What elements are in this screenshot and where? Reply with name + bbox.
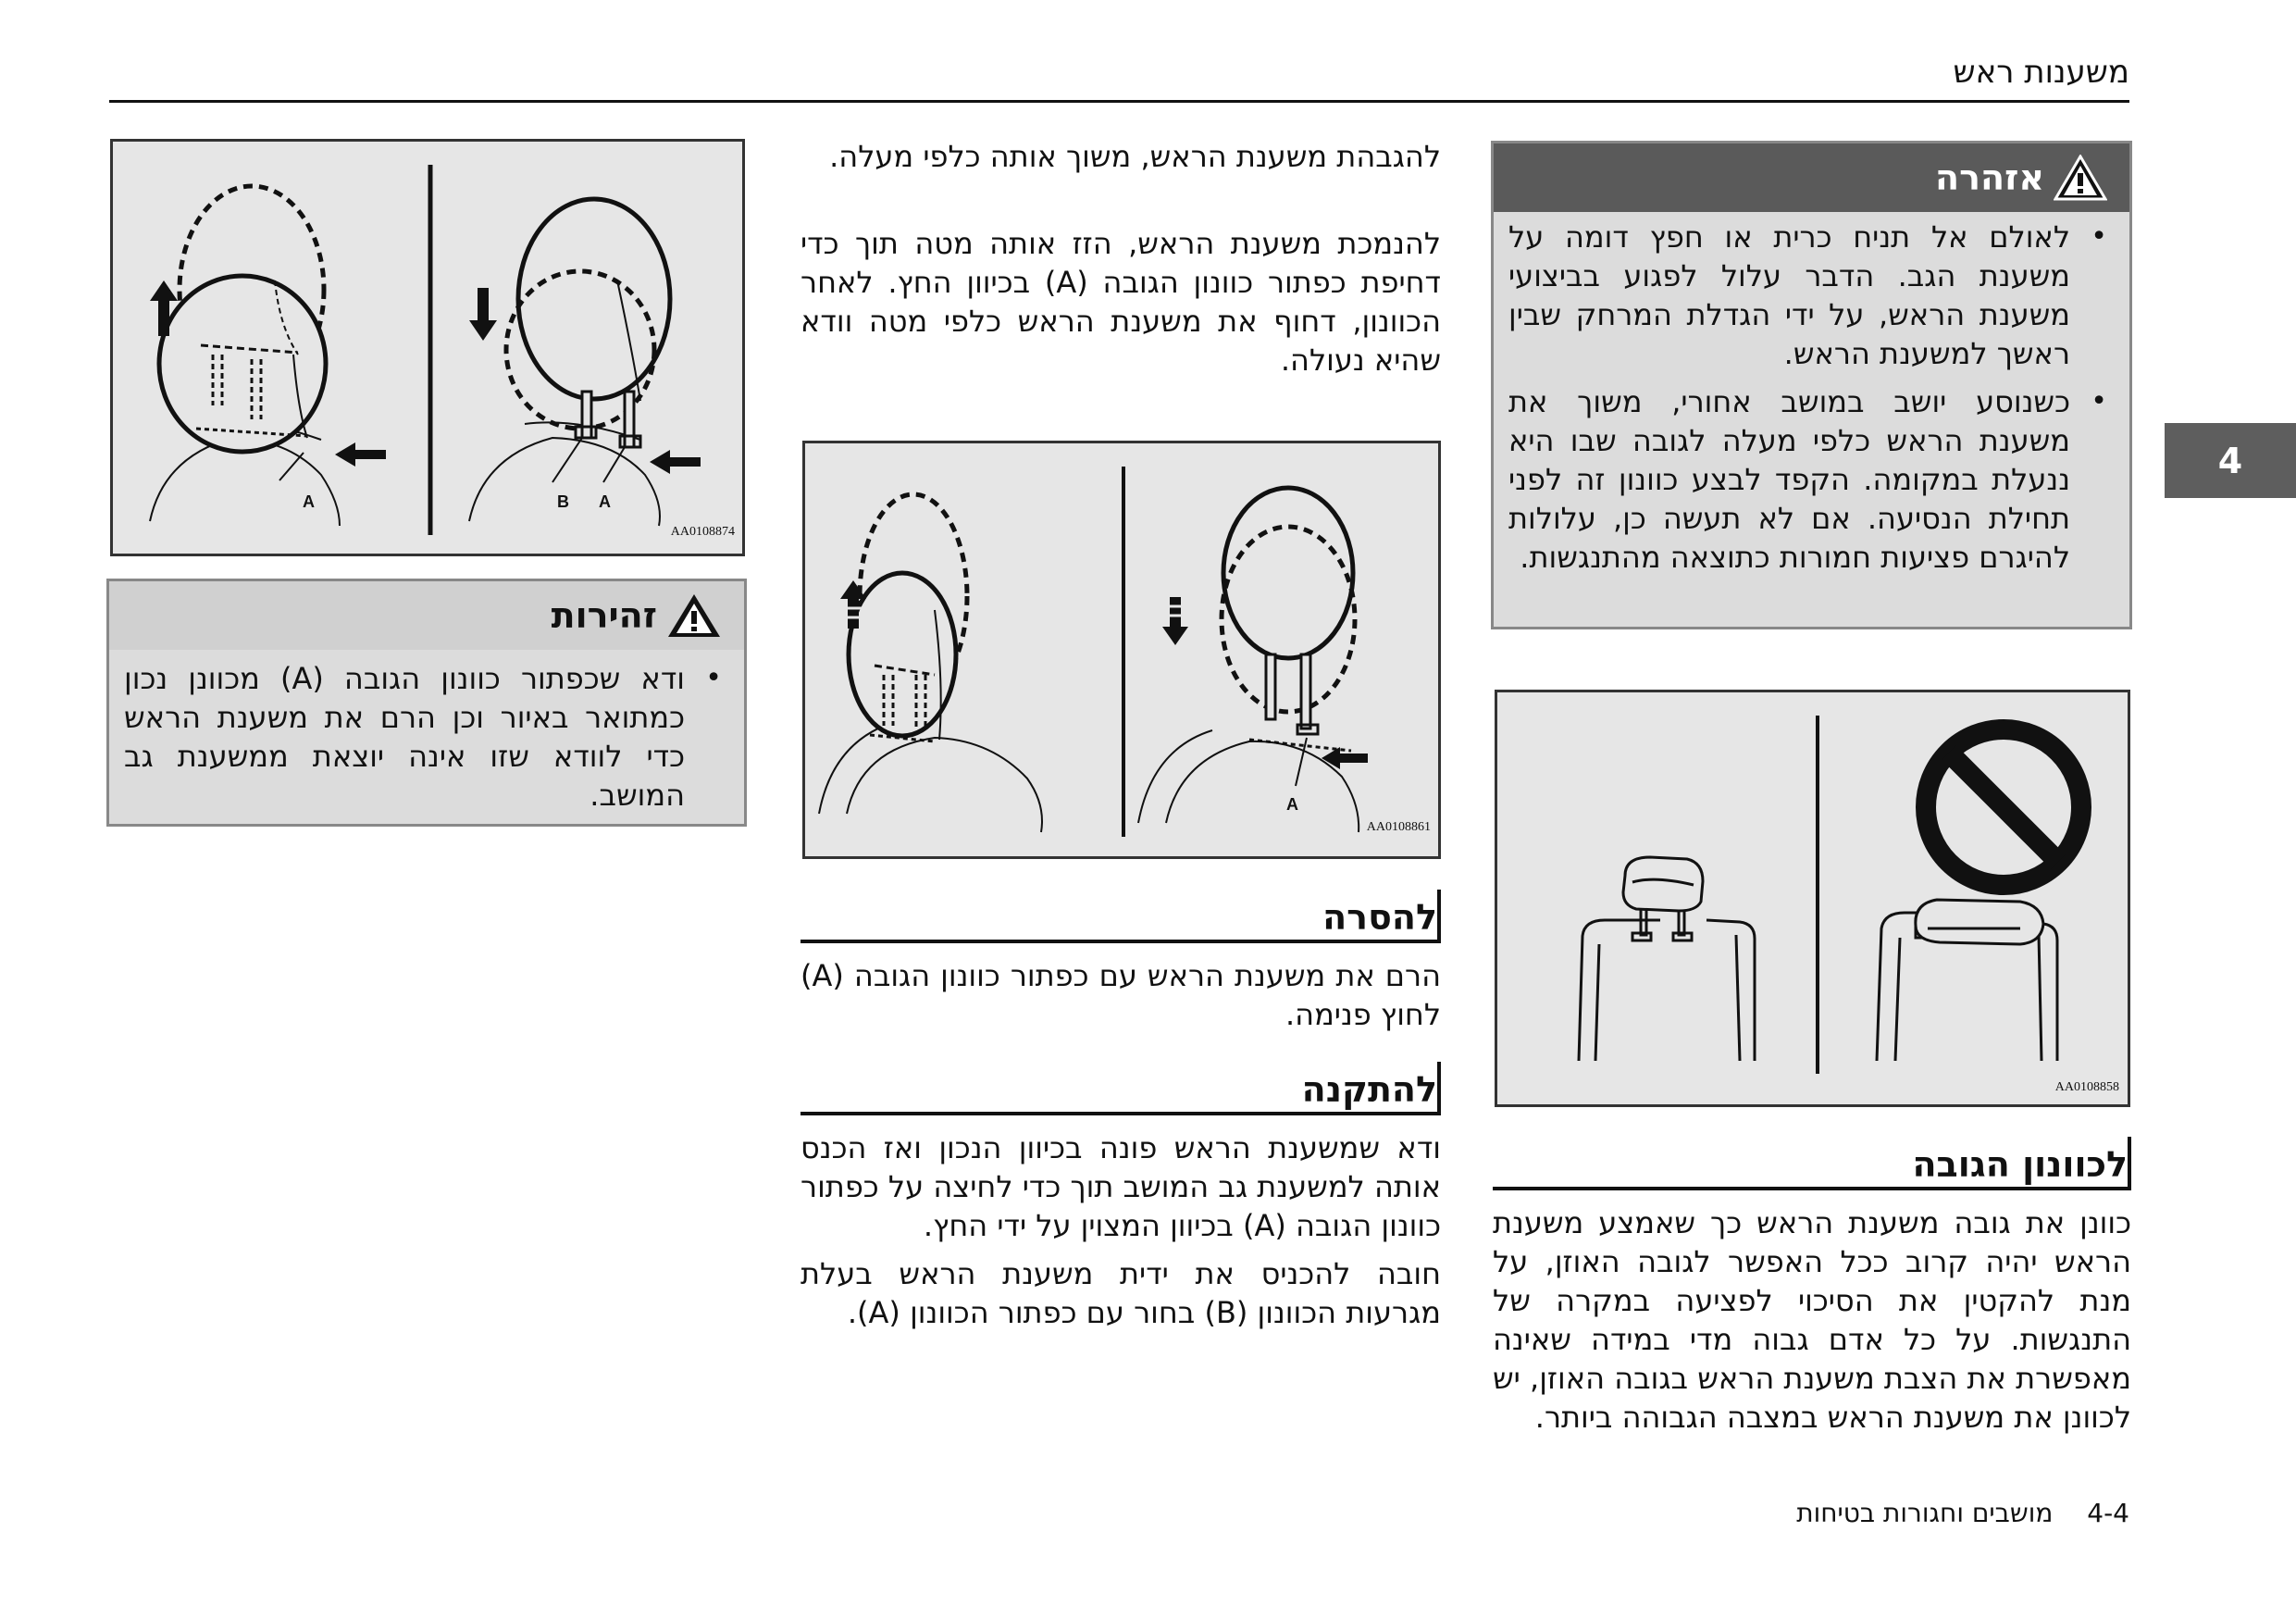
caution-header [109, 581, 744, 650]
prohibited-icon [1926, 729, 2081, 885]
push-arrow-icon [650, 450, 701, 474]
install-paragraph-1: ודא שמשענת הראש פונה בכיוון הנכון ואז הכנס אותה למשענת גב המושב תוך כדי לחיצה על כפתור כוונון הגובה (A) בכיוון המצוין על ידי החץ. [800, 1130, 1441, 1243]
lower-paragraph: להנמכת משענת הראש, הזז אותה מטה תוך כדי דחיפת כפתור כוונון הגובה (A) בכיוון החץ. לאחר הכוונון, דחוף את משענת הראש כלפי מטה וודא שהיא נעולה. [800, 226, 1442, 378]
install-paragraph-2: חובה להכניס את ידית משענת הראש בעלת מגרעות הכוונון (B) בחור עם כפתור הכוונון (A). [800, 1256, 1441, 1330]
figure-remove-install [110, 139, 745, 556]
figure-label-a: A [599, 492, 611, 511]
chapter-tab: 4 [2165, 423, 2296, 498]
headrest-remove-illustration [150, 186, 340, 526]
page-number: 4-4 [2087, 1498, 2129, 1528]
seat-with-cushion-icon [1877, 900, 2057, 1061]
height-adjust-body: כוונן את גובה משענת הראש כך שאמצע משענת הראש יהיה קרוב ככל האפשר לגובה האוזן, על מנת להקטין את הסיכוי לפציעה במקרה של התנגשות. על כל אדם גבוה מדי במידה שאינה מאפשרת את הצבת משענת הראש בגובה האוזן, יש לכוונן את משענת הראש במצבה הגבוהה ביותר. [1493, 1205, 2131, 1435]
push-arrow-icon [335, 442, 386, 467]
figure-code: AA0108858 [2054, 1080, 2119, 1094]
down-arrow-icon [1162, 597, 1188, 645]
footer-section: מושבים וחגורות בטיחות [1796, 1498, 2054, 1528]
removal-body: הרם את משענת הראש עם כפתור כוונון הגובה (A) לחוץ פנימה. [800, 958, 1441, 1032]
figure-label-a: A [303, 492, 315, 511]
figure-code: AA0108874 [670, 525, 735, 539]
seat-with-headrest-icon [1579, 857, 1755, 1061]
figure-label-b: B [557, 492, 569, 511]
warning-title: אזהרה [1935, 157, 2044, 198]
headrest-install-illustration [469, 199, 670, 526]
caution-triangle-icon [666, 592, 722, 639]
caution-title: זהירות [551, 595, 657, 636]
warning-triangle-icon [2054, 155, 2107, 201]
warning-header [1494, 143, 2129, 212]
caution-item: • ודא שכפתור כוונון הגובה (A) מכוונן נכון כמתואר באיור וכן הרם את משענת הראש כדי לוודא שזו אינה יוצאת ממשענת גב המושב. [124, 659, 733, 815]
height-adjust-heading: לכוונון הגובה [1493, 1137, 2131, 1190]
header-rule [109, 100, 2129, 103]
caution-box [106, 579, 747, 827]
raise-paragraph: להגבהת משענת הראש, משוך אותה כלפי מעלה. [829, 139, 1441, 174]
headrest-lower-illustration [1138, 488, 1359, 832]
install-heading: להתקנה [800, 1062, 1441, 1115]
figure-code: AA0108861 [1366, 820, 1431, 834]
warning-item: • כשנוסע יושב במושב אחורי, משוך את משענת הראש כלפי מעלה לגובה שבו היא ננעלת במקומה. הקפד לבצע כוונון זה לפני תחילת הנסיעה. אם לא תעשה כן, עלולות להיגרם פציעות חמורות כתוצאה מהתנגשות. [1508, 382, 2118, 577]
headrest-raise-illustration [819, 494, 1042, 832]
page-footer [1796, 1498, 2129, 1528]
warning-box [1491, 141, 2132, 629]
figure-headrest-prohibited [1495, 690, 2130, 1107]
figure-label-a: A [1286, 795, 1298, 814]
removal-heading: להסרה [800, 890, 1441, 943]
figure-raise-lower [802, 441, 1441, 859]
warning-item: • לאולם אל תניח כרית או חפץ דומה על משענת הגב. הדבר עלול לפגוע בביצועי משענת הראש, על ידי הגדלת המרחק שבין ראשך למשענת הראש. [1508, 218, 2118, 373]
down-arrow-icon [469, 288, 497, 341]
page-title: משענות ראש [1953, 54, 2129, 91]
